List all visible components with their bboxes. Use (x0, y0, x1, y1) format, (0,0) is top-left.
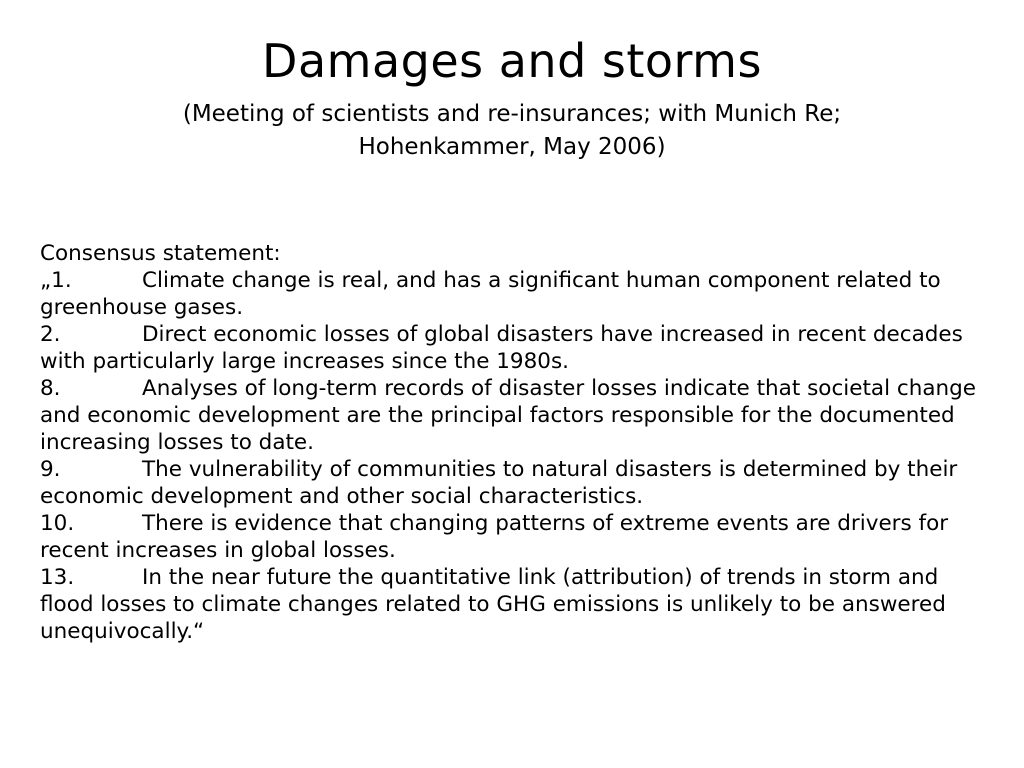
slide-title: Damages and storms (262, 34, 762, 88)
statement-text: In the near future the quantitative link (attribution) of trends in storm and flood losses to climate changes related to GHG emissions is unlikely to be answered unequivocally.“ (40, 565, 946, 644)
statement-number: 2. (40, 322, 61, 347)
statement-number: 13. (40, 565, 75, 590)
statement-item (40, 456, 990, 510)
statement-text: There is evidence that changing patterns of extreme events are drivers for recent increases in global losses. (40, 511, 949, 563)
consensus-statement (40, 240, 990, 645)
statement-text: Climate change is real, and has a significant human component related to greenhouse gases. (40, 268, 941, 320)
statement-text: Direct economic losses of global disasters have increased in recent decades with particularly large increases since the 1980s. (40, 322, 963, 374)
statement-item (40, 267, 990, 321)
statement-number: „1. (40, 268, 72, 293)
statement-item (40, 375, 990, 456)
statement-item (40, 321, 990, 375)
statement-number: 9. (40, 457, 61, 482)
statement-number: 8. (40, 376, 61, 401)
consensus-intro: Consensus statement: (40, 241, 281, 266)
statement-number: 10. (40, 511, 75, 536)
statement-item (40, 510, 990, 564)
subtitle-line: (Meeting of scientists and re-insurances; with Munich Re; (182, 101, 842, 127)
statement-item (40, 564, 990, 645)
slide-subtitle (60, 98, 964, 164)
subtitle-line: Hohenkammer, May 2006) (358, 134, 666, 160)
statement-text: The vulnerability of communities to natural disasters is determined by their economic development and other social characteristics. (40, 457, 958, 509)
statement-text: Analyses of long-term records of disaster losses indicate that societal change and economic development are the principal factors responsible for the documented increasing losses to date. (40, 376, 976, 455)
